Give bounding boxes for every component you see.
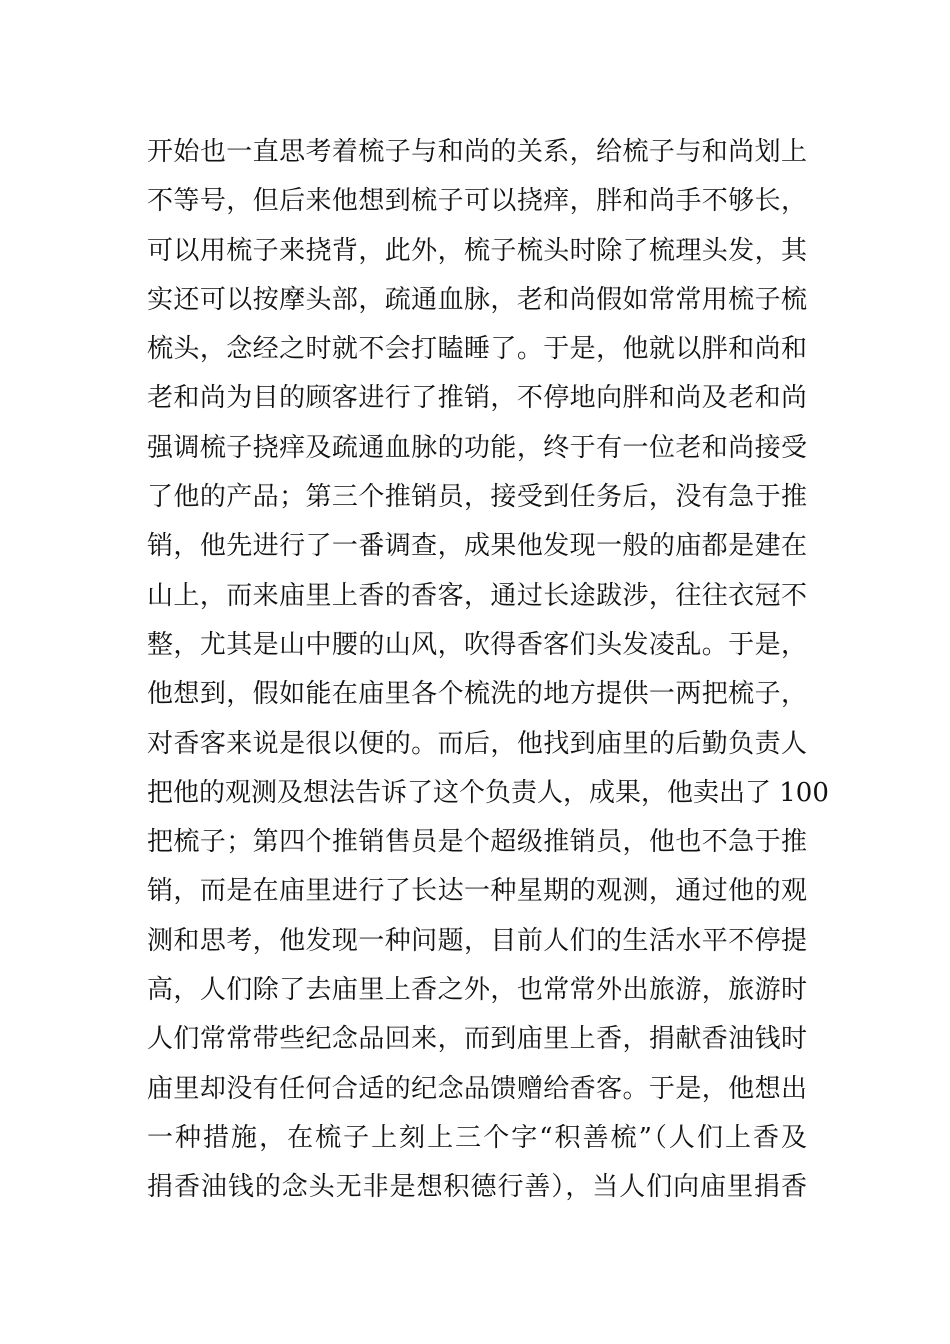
text-line: 整，尤其是山中腰的山风，吹得香客们头发凌乱。于是， <box>147 629 807 660</box>
text-line: 不等号，但后来他想到梳子可以挠痒，胖和尚手不够长， <box>147 186 807 217</box>
text-line: 梳头，念经之时就不会打瞌睡了。于是，他就以胖和尚和 <box>147 334 807 365</box>
text-line: 了他的产品；第三个推销员，接受到任务后，没有急于推 <box>147 482 807 513</box>
text-line: 强调梳子挠痒及疏通血脉的功能，终于有一位老和尚接受 <box>147 432 807 463</box>
text-line: 捐香油钱的念头无非是想积德行善），当人们向庙里捐香 <box>147 1172 807 1203</box>
text-line: 测和思考，他发现一种问题，目前人们的生活水平不停提 <box>147 925 807 956</box>
text-line: 把梳子；第四个推销售员是个超级推销员，他也不急于推 <box>147 827 807 858</box>
text-line: 人们常常带些纪念品回来，而到庙里上香，捐献香油钱时 <box>147 1024 807 1055</box>
text-line: 一种措施，在梳子上刻上三个字“积善梳”（人们上香及 <box>147 1122 807 1153</box>
text-line: 可以用梳子来挠背，此外，梳子梳头时除了梳理头发，其 <box>147 235 807 266</box>
text-line: 销，他先进行了一番调查，成果他发现一般的庙都是建在 <box>147 531 807 562</box>
text-line: 高，人们除了去庙里上香之外，也常常外出旅游，旅游时 <box>147 975 807 1006</box>
text-line: 对香客来说是很以便的。而后，他找到庙里的后勤负责人 <box>147 728 807 759</box>
text-line: 销，而是在庙里进行了长达一种星期的观测，通过他的观 <box>147 876 807 907</box>
text-line: 实还可以按摩头部，疏通血脉，老和尚假如常常用梳子梳 <box>147 284 807 315</box>
text-line: 老和尚为目的顾客进行了推销，不停地向胖和尚及老和尚 <box>147 383 807 414</box>
body-text <box>147 128 829 1213</box>
text-line: 他想到，假如能在庙里各个梳洗的地方提供一两把梳子， <box>147 679 807 710</box>
text-line: 开始也一直思考着梳子与和尚的关系，给梳子与和尚划上 <box>147 137 807 167</box>
text-line: 把他的观测及想法告诉了这个负责人，成果，他卖出了 100 <box>147 777 829 808</box>
text-line: 山上，而来庙里上香的香客，通过长途跋涉，往往衣冠不 <box>147 580 807 611</box>
text-line: 庙里却没有任何合适的纪念品馈赠给香客。于是，他想出 <box>147 1073 807 1104</box>
